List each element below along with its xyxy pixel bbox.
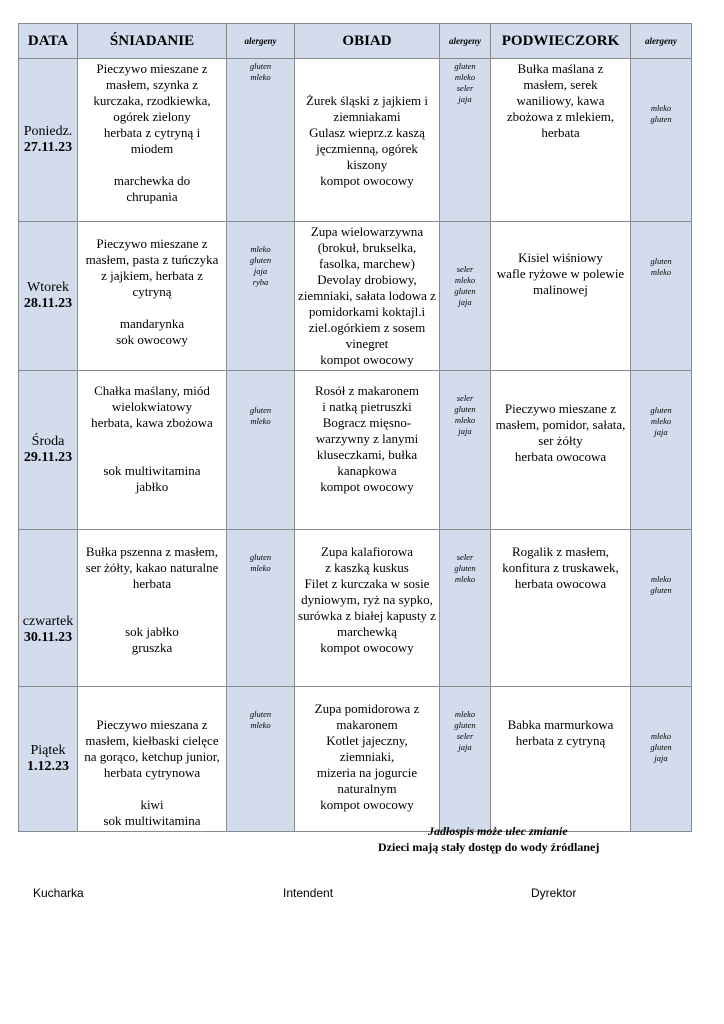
day-name: Środa	[31, 434, 65, 449]
breakfast-cell: Bułka pszenna z masłem, ser żółty, kakao naturalne herbata sok jabłko gruszka	[78, 530, 227, 687]
day-row-monday	[19, 59, 692, 222]
day-name: Piątek	[30, 743, 66, 758]
snack-allergens-cell: mleko gluten	[631, 59, 692, 222]
lunch-cell: Żurek śląski z jajkiem i ziemniakami Gulasz wieprz.z kaszą jęczmienną, ogórek kiszony kompot owocowy	[295, 59, 440, 222]
lunch-allergens-cell: seler mleko gluten jaja	[440, 222, 491, 371]
menu-table	[18, 23, 692, 832]
snack-cell: Bułka maślana z masłem, serek waniliowy, kawa zbożowa z mlekiem, herbata	[491, 59, 631, 222]
date-cell	[19, 687, 78, 832]
snack-allergens-cell: gluten mleko	[631, 222, 692, 371]
day-date: 28.11.23	[23, 296, 73, 311]
snack-cell: Pieczywo mieszane z masłem, pomidor, sałata, ser żółty herbata owocowa	[491, 371, 631, 530]
breakfast-cell: Pieczywo mieszane z masłem, pasta z tuńczyka z jajkiem, herbata z cytryną mandarynka sok owocowy	[78, 222, 227, 371]
date-cell	[19, 530, 78, 687]
header-lunch-allergens: alergeny	[440, 24, 491, 59]
breakfast-cell: Chałka maślany, miód wielokwiatowy herbata, kawa zbożowa sok multiwitamina jabłko	[78, 371, 227, 530]
signature-director: Dyrektor	[531, 886, 577, 900]
snack-allergens-cell: mleko gluten	[631, 530, 692, 687]
signature-cook: Kucharka	[33, 886, 84, 900]
date-cell	[19, 371, 78, 530]
signature-intendant: Intendent	[283, 886, 334, 900]
snack-allergens-cell: gluten mleko jaja	[631, 371, 692, 530]
header-breakfast-allergens: alergeny	[227, 24, 295, 59]
menu-change-note: Jadłospis może ulec zmianie	[428, 824, 568, 838]
breakfast-allergens-cell: gluten mleko	[227, 59, 295, 222]
breakfast-allergens-cell: gluten mleko	[227, 371, 295, 530]
lunch-allergens-cell: gluten mleko seler jaja	[440, 59, 491, 222]
lunch-allergens-cell: seler gluten mleko	[440, 530, 491, 687]
date-cell	[19, 59, 78, 222]
day-date: 1.12.23	[27, 759, 69, 774]
day-date: 30.11.23	[23, 630, 73, 645]
snack-cell: Kisiel wiśniowy wafle ryżowe w polewie malinowej	[491, 222, 631, 371]
day-date: 27.11.23	[23, 140, 73, 155]
day-date: 29.11.23	[23, 450, 73, 465]
header-row	[19, 24, 692, 59]
day-row-tuesday	[19, 222, 692, 371]
day-row-friday	[19, 687, 692, 832]
header-snack: PODWIECZORK	[491, 24, 631, 59]
lunch-allergens-cell: mleko gluten seler jaja	[440, 687, 491, 832]
lunch-allergens-cell: seler gluten mleko jaja	[440, 371, 491, 530]
day-name: Poniedz.	[23, 124, 73, 139]
snack-cell: Rogalik z masłem, konfitura z truskawek, herbata owocowa	[491, 530, 631, 687]
day-name: czwartek	[22, 614, 74, 629]
breakfast-allergens-cell: gluten mleko	[227, 530, 295, 687]
lunch-cell: Zupa wielowarzywna (brokuł, brukselka, fasolka, marchew) Devolay drobiowy, ziemniaki, sałata lodowa z pomidorkami koktajl.i ziel.ogórkiem z sosem vinegret kompot owocowy	[295, 222, 440, 371]
date-cell	[19, 222, 78, 371]
breakfast-allergens-cell: gluten mleko	[227, 687, 295, 832]
header-snack-allergens: alergeny	[631, 24, 692, 59]
lunch-cell: Zupa pomidorowa z makaronem Kotlet jajeczny, ziemniaki, mizeria na jogurcie naturalnym kompot owocowy	[295, 687, 440, 832]
water-access-note: Dzieci mają stały dostęp do wody źródlanej	[378, 840, 600, 854]
lunch-cell: Zupa kalafiorowa z kaszką kuskus Filet z kurczaka w sosie dyniowym, ryż na sypko, surówka z białej kapusty z marchewką kompot owocowy	[295, 530, 440, 687]
snack-allergens-cell: mleko gluten jaja	[631, 687, 692, 832]
header-date: DATA	[19, 24, 78, 59]
breakfast-cell: Pieczywo mieszane z masłem, szynka z kurczaka, rzodkiewka, ogórek zielony herbata z cytryną i miodem marchewka do chrupania	[78, 59, 227, 222]
header-lunch: OBIAD	[295, 24, 440, 59]
snack-cell: Babka marmurkowa herbata z cytryną	[491, 687, 631, 832]
header-breakfast: ŚNIADANIE	[78, 24, 227, 59]
day-row-wednesday	[19, 371, 692, 530]
breakfast-cell: Pieczywo mieszana z masłem, kiełbaski cielęce na gorąco, ketchup junior, herbata cytrynowa kiwi sok multiwitamina	[78, 687, 227, 832]
day-name: Wtorek	[27, 280, 69, 295]
day-row-thursday	[19, 530, 692, 687]
lunch-cell: Rosół z makaronem i natką pietruszki Bogracz mięsno- warzywny z lanymi kluseczkami, bułka kanapkowa kompot owocowy	[295, 371, 440, 530]
breakfast-allergens-cell: mleko gluten jaja ryba	[227, 222, 295, 371]
